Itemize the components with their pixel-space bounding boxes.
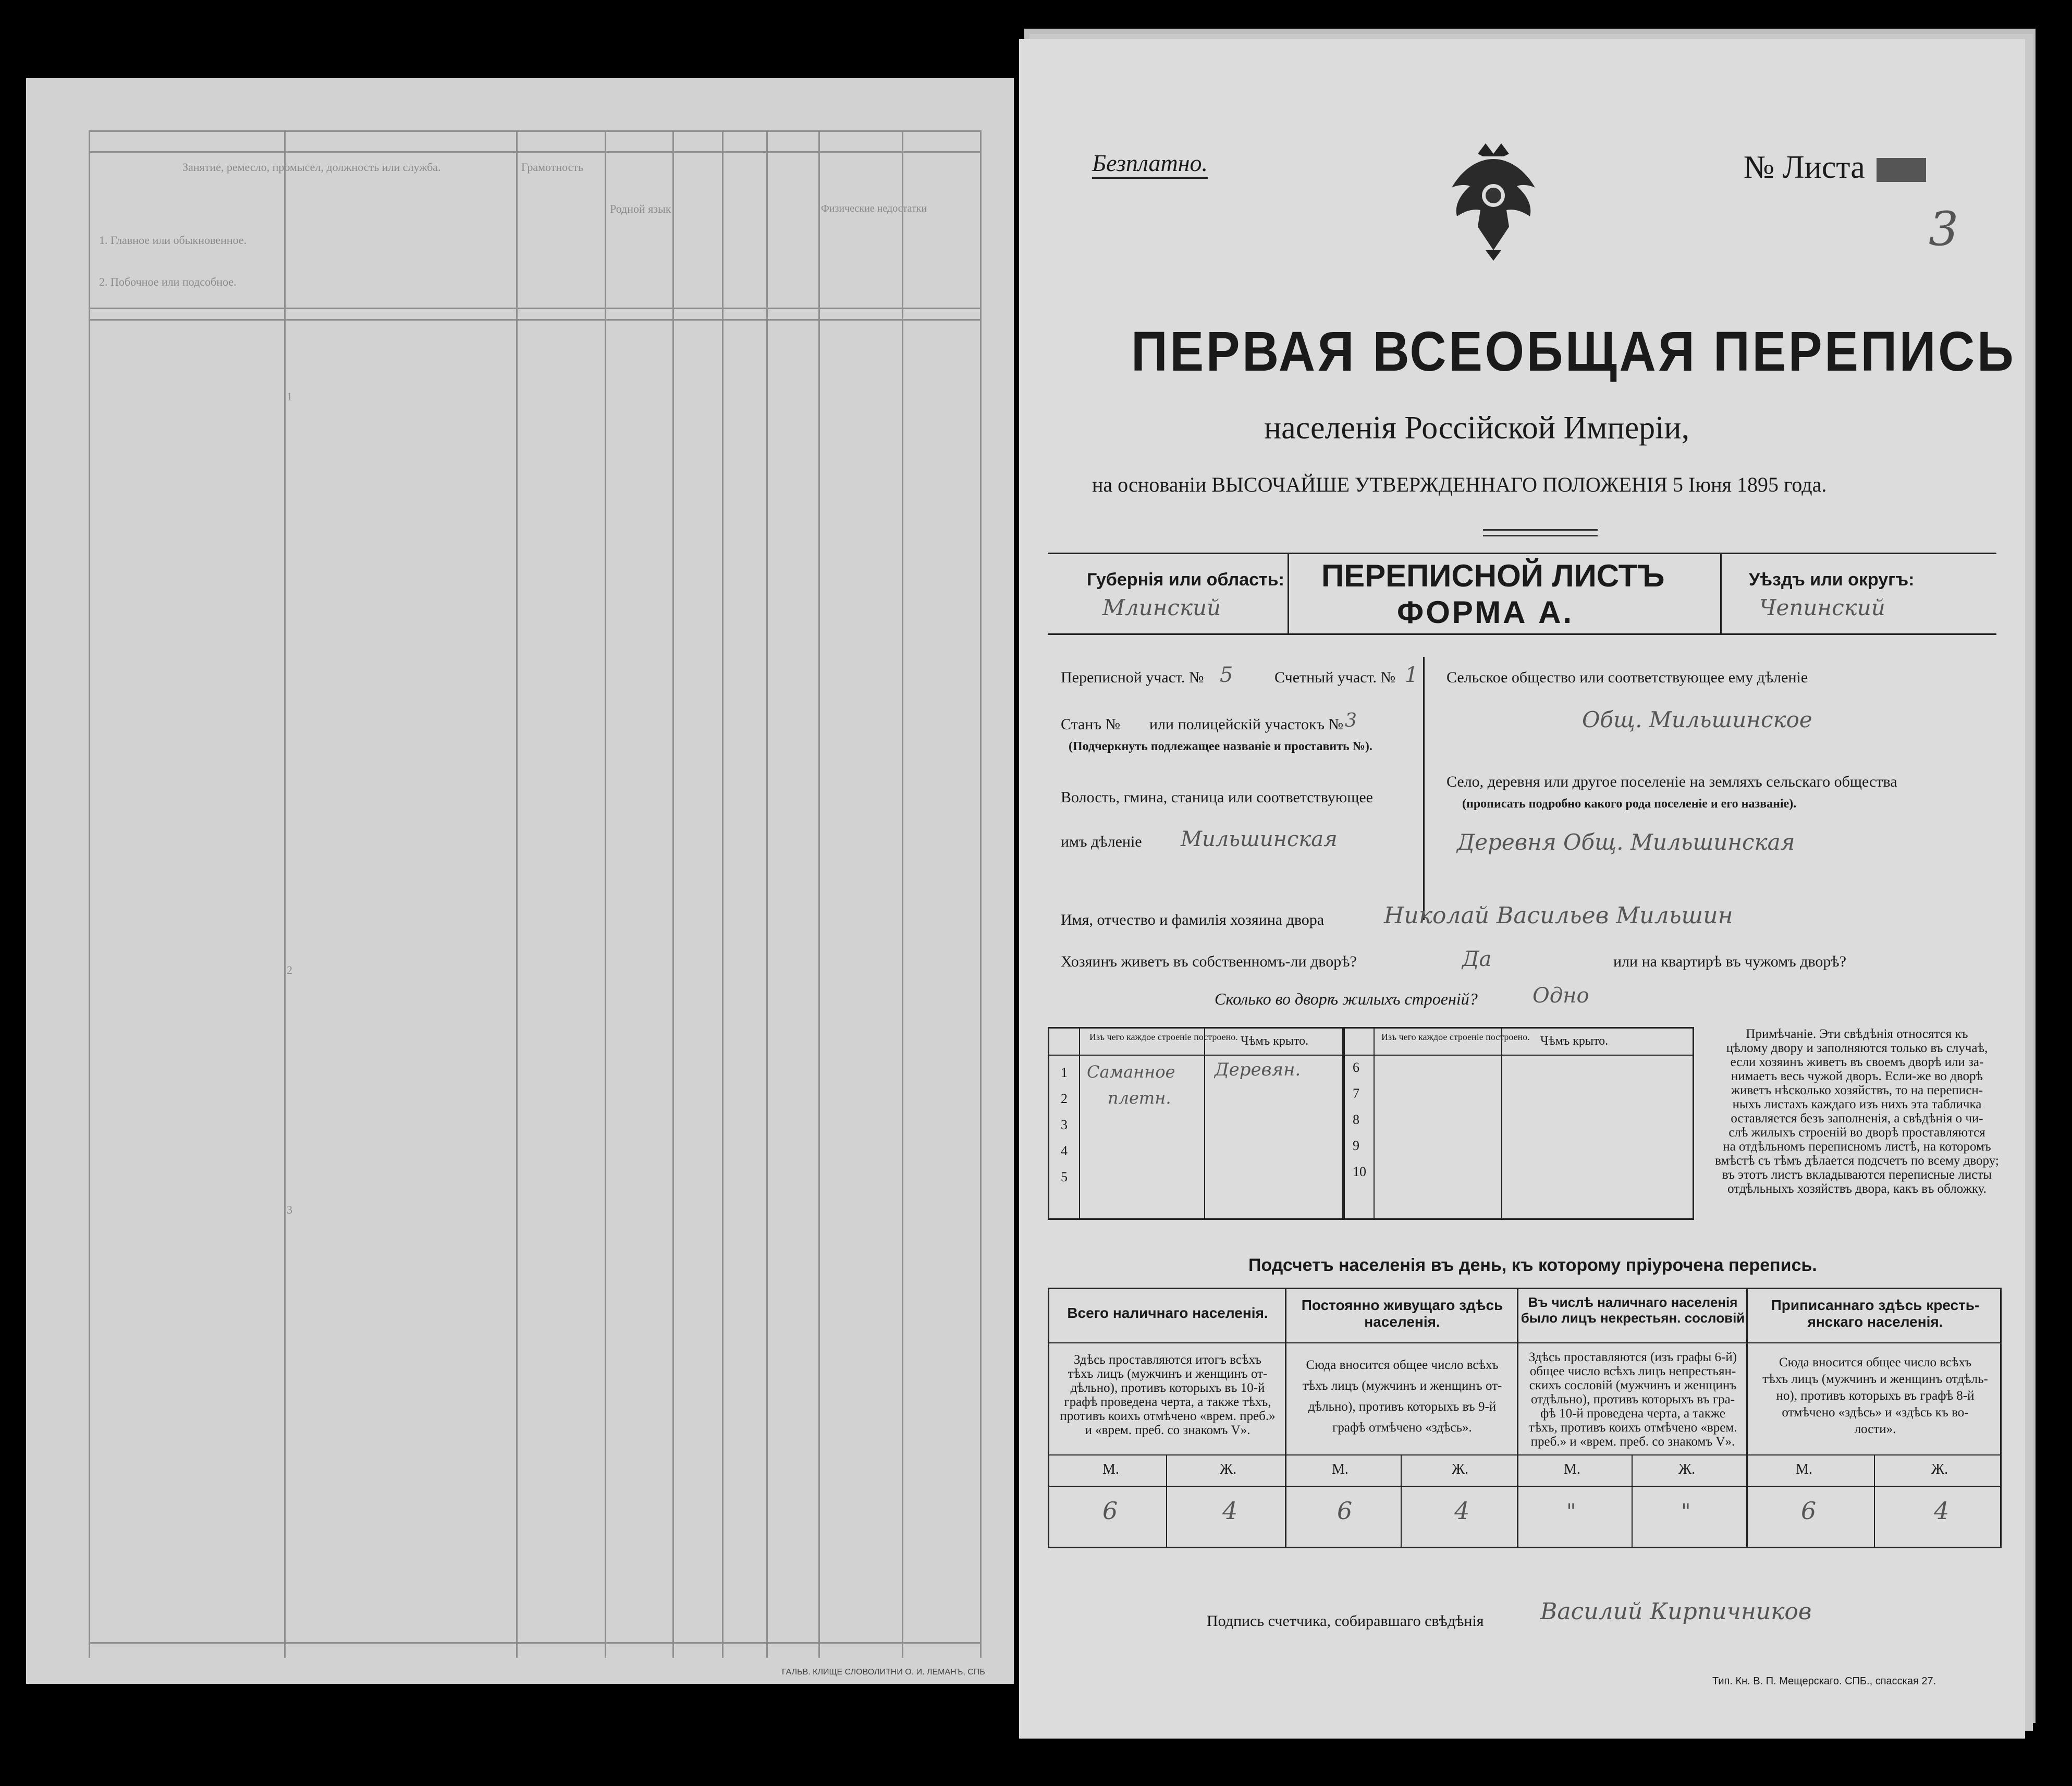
left-row-number: 2: [287, 963, 292, 976]
count-col2-body: Сюда вносится общее число всѣхъ: [1306, 1358, 1499, 1372]
main-title: ПЕРВАЯ ВСЕОБЩАЯ ПЕРЕПИСЬ: [1131, 320, 2016, 383]
gubernia-label: Губернія или область:: [1087, 570, 1284, 590]
census-district-label: Переписной участ. №: [1061, 669, 1204, 686]
count-col2-body: графѣ отмѣчено «здѣсь».: [1332, 1421, 1472, 1435]
male-label: М.: [1102, 1461, 1119, 1477]
material-value: плетн.: [1108, 1088, 1171, 1108]
gubernia-value: Млинский: [1102, 595, 1221, 620]
female-label: Ж.: [1452, 1461, 1469, 1477]
left-row-number: 3: [287, 1203, 292, 1216]
form-subtitle: ФОРМА А.: [1397, 595, 1574, 630]
stan-label: Станъ №: [1061, 716, 1121, 733]
legal-basis: на основаніи ВЫСОЧАЙШЕ УТВЕРЖДЕННАГО ПОЛОЖЕНІЯ 5 Іюня 1895 года.: [1092, 473, 1827, 496]
note-line: оставляется безъ заполненія, а свѣдѣнія о чи-: [1731, 1111, 1983, 1126]
row-number: 8: [1353, 1112, 1359, 1127]
count-col1-body: и «врем. преб. со знакомъ V».: [1085, 1423, 1250, 1437]
note-line: Примѣчаніе. Эти свѣдѣнія относятся къ: [1746, 1027, 1968, 1041]
count-col4-body: тѣхъ лицъ (мужчинъ и женщинъ отдѣль-: [1762, 1372, 1988, 1386]
village-note: (прописать подробно какого рода поселеніе и его названіе).: [1462, 797, 1797, 811]
subtitle: населенія Россійской Имперіи,: [1264, 410, 1690, 446]
form-title: ПЕРЕПИСНОЙ ЛИСТЪ: [1321, 558, 1665, 593]
count-col3-body: Здѣсь проставляются (изъ графы 6-й): [1528, 1350, 1737, 1364]
male-count-value: 6: [1102, 1497, 1118, 1525]
count-col3-body: общее число всѣхъ лицъ непрестьян-: [1529, 1364, 1736, 1378]
counting-district-value: 1: [1405, 663, 1418, 687]
count-col4-body: Сюда вносится общее число всѣхъ: [1779, 1355, 1971, 1369]
female-count-value: ": [1681, 1500, 1691, 1524]
own-yard-value: Да: [1462, 947, 1492, 971]
row-number: 6: [1353, 1060, 1359, 1075]
left-subheader-main: 1. Главное или обыкновенное.: [99, 234, 247, 247]
male-label: М.: [1332, 1461, 1348, 1477]
count-col3-body: скихъ сословій (мужчинъ и женщинъ: [1529, 1378, 1737, 1392]
buildings-table: [1048, 1027, 1694, 1220]
census-district-value: 5: [1220, 663, 1233, 687]
count-col3-body: фѣ 10-й проведена черта, а также: [1540, 1406, 1725, 1421]
female-label: Ж.: [1678, 1461, 1696, 1477]
col-material: Изъ чего каждое строеніе построено.: [1381, 1032, 1530, 1042]
row-number: 4: [1061, 1143, 1068, 1158]
left-header-literacy: Грамотность: [521, 161, 584, 174]
note-line: цѣлому двору и заполняются только въ случаѣ,: [1726, 1041, 1988, 1055]
note-line: вмѣстѣ съ тѣмъ дѣлается подсчетъ по всему двору;: [1715, 1154, 1999, 1168]
rural-society-value: Общ. Мильшинское: [1582, 707, 1812, 732]
row-number: 9: [1353, 1138, 1359, 1153]
male-count-value: 6: [1801, 1497, 1817, 1525]
count-col2-head: Постоянно живущаго здѣсь: [1301, 1297, 1503, 1313]
left-row-number: 1: [287, 390, 292, 403]
count-col3-head: Въ числѣ наличнаго населенія: [1528, 1294, 1738, 1310]
left-page: [26, 78, 1014, 1684]
sheet-number-label: № Листа: [1744, 150, 1865, 185]
printer-footer: Тип. Кн. В. П. Мещерскаго. СПБ., спасская 27.: [1712, 1675, 1936, 1687]
male-count-value: 6: [1337, 1497, 1353, 1525]
volost-label: Волость, гмина, станица или соответствующее: [1061, 789, 1373, 806]
count-col3-head: было лицъ некрестьян. сословій: [1521, 1310, 1745, 1326]
count-col1-body: тѣхъ лицъ (мужчинъ и женщинъ от-: [1068, 1367, 1268, 1381]
village-label: Село, деревня или другое поселеніе на земляхъ сельскаго общества: [1446, 773, 1897, 790]
sheet-number-value: 3: [1929, 202, 1959, 256]
note-line: ныхъ листахъ каждаго изъ нихъ эта табличка: [1732, 1097, 1982, 1111]
count-col3-body: отдѣльно), противъ которыхъ въ гра-: [1530, 1392, 1735, 1406]
signature-value: Василий Кирпичников: [1540, 1598, 1812, 1625]
col-material: Изъ чего каждое строеніе построено.: [1089, 1032, 1238, 1042]
ornament-divider: [1483, 529, 1598, 536]
volost-value: Мильшинская: [1181, 827, 1338, 851]
owner-value: Николай Васильев Мильшин: [1384, 902, 1733, 929]
male-label: М.: [1796, 1461, 1812, 1477]
left-header-occupation: Занятие, ремесло, промысел, должность или служба.: [182, 161, 441, 174]
count-col2-head: населенія.: [1364, 1314, 1440, 1330]
buildings-value: Одно: [1532, 984, 1589, 1008]
row-number: 2: [1061, 1091, 1068, 1106]
row-number: 1: [1061, 1065, 1068, 1080]
left-subheader-secondary: 2. Побочное или подсобное.: [99, 275, 237, 288]
count-col1-body: дѣльно), противъ которыхъ въ 10-й: [1070, 1381, 1265, 1395]
left-header-language: Родной язык: [610, 202, 671, 215]
female-label: Ж.: [1931, 1461, 1948, 1477]
col-roof: Чѣмъ крыто.: [1241, 1034, 1309, 1048]
apartment-label: или на квартирѣ въ чужомъ дворѣ?: [1613, 953, 1847, 970]
count-col3-body: преб.» и «врем. преб. со знакомъ V».: [1530, 1435, 1735, 1449]
note-line: въ этотъ листъ вкладываются переписные листы: [1722, 1168, 1992, 1182]
uezd-value: Чепинский: [1759, 595, 1885, 620]
underline-note: (Подчеркнуть подлежащее названіе и проставить №).: [1069, 740, 1372, 753]
count-col3-body: тѣхъ, противъ коихъ отмѣчено «врем.: [1528, 1421, 1737, 1435]
left-header-disabilities: Физические недостатки: [821, 203, 927, 214]
note-block: [1712, 1027, 2004, 1225]
count-col2-body: дѣльно), противъ которыхъ въ 9-й: [1308, 1400, 1497, 1414]
note-line: слѣ жилыхъ строеній во дворѣ проставляются: [1728, 1126, 1985, 1140]
count-col4-body: но), противъ которыхъ въ графѣ 8-й: [1776, 1389, 1975, 1403]
note-line: отдѣльныхъ хозяйствъ двора, какъ въ обложку.: [1727, 1182, 1987, 1196]
uezd-label: Уѣздъ или округъ:: [1749, 570, 1915, 590]
owner-label: Имя, отчество и фамилія хозяина двора: [1061, 911, 1325, 928]
police-district-value: 3: [1345, 710, 1357, 731]
counting-district-label: Счетный участ. №: [1274, 669, 1396, 686]
female-count-value: 4: [1934, 1497, 1950, 1525]
own-yard-label: Хозяинъ живетъ въ собственномъ-ли дворѣ?: [1061, 953, 1357, 970]
count-col4-head: янскаго населенія.: [1807, 1314, 1943, 1330]
row-number: 3: [1061, 1117, 1068, 1132]
volost-label-2: имъ дѣленіе: [1061, 833, 1142, 850]
row-number: 5: [1061, 1169, 1068, 1184]
village-value: Деревня Общ. Мильшинская: [1457, 829, 1795, 855]
count-col1-body: графѣ проведена черта, а также тѣхъ,: [1064, 1395, 1271, 1409]
count-col4-head: Приписаннаго здѣсь кресть-: [1771, 1297, 1980, 1313]
count-col1-head: Всего наличнаго населенія.: [1067, 1305, 1268, 1321]
count-col1-body: противъ коихъ отмѣчено «врем. преб.»: [1060, 1409, 1276, 1423]
note-line: если хозяинъ живетъ въ своемъ дворѣ или за-: [1730, 1055, 1984, 1069]
col-roof: Чѣмъ крыто.: [1540, 1034, 1609, 1048]
sheet-number-stamp: [1877, 158, 1926, 182]
row-number: 10: [1353, 1164, 1366, 1179]
material-value: Саманное: [1087, 1062, 1175, 1082]
male-label: М.: [1564, 1461, 1580, 1477]
free-label: Безплатно.: [1092, 151, 1208, 179]
female-count-value: 4: [1222, 1497, 1238, 1525]
count-title: Подсчетъ населенія въ день, къ которому пріурочена перепись.: [1248, 1255, 1817, 1275]
row-number: 7: [1353, 1086, 1359, 1101]
note-line: на отдѣльномъ переписномъ листѣ, на которомъ: [1723, 1140, 1991, 1154]
police-district-label: или полицейскій участокъ №: [1149, 716, 1344, 733]
count-col1-body: Здѣсь проставляются итогъ всѣхъ: [1074, 1353, 1261, 1367]
right-page: [1019, 39, 2025, 1739]
left-footer-print: ГАЛЬВ. КЛИЩЕ СЛОВОЛИТНИ О. И. ЛЕМАНЪ, СПБ: [782, 1668, 985, 1677]
signature-label: Подпись счетчика, собиравшаго свѣдѣнія: [1207, 1612, 1484, 1630]
note-line: нимаетъ весь чужой дворъ. Если-же во дворѣ: [1731, 1069, 1983, 1083]
double-headed-eagle-icon: [1441, 138, 1546, 263]
buildings-label: Сколько во дворѣ жилыхъ строеній?: [1215, 989, 1478, 1008]
note-line: живетъ нѣсколько хозяйствъ, то на переписн-: [1731, 1083, 1983, 1097]
count-col4-body: лости».: [1854, 1422, 1896, 1436]
count-col4-body: отмѣчено «здѣсь» и «здѣсь къ во-: [1782, 1405, 1969, 1420]
male-count-value: ": [1566, 1500, 1576, 1524]
female-count-value: 4: [1454, 1497, 1470, 1525]
rural-society-label: Сельское общество или соответствующее ему дѣленіе: [1446, 669, 1808, 686]
roof-value: Деревян.: [1215, 1059, 1301, 1080]
female-label: Ж.: [1220, 1461, 1237, 1477]
count-col2-body: тѣхъ лицъ (мужчинъ и женщинъ от-: [1302, 1379, 1502, 1393]
